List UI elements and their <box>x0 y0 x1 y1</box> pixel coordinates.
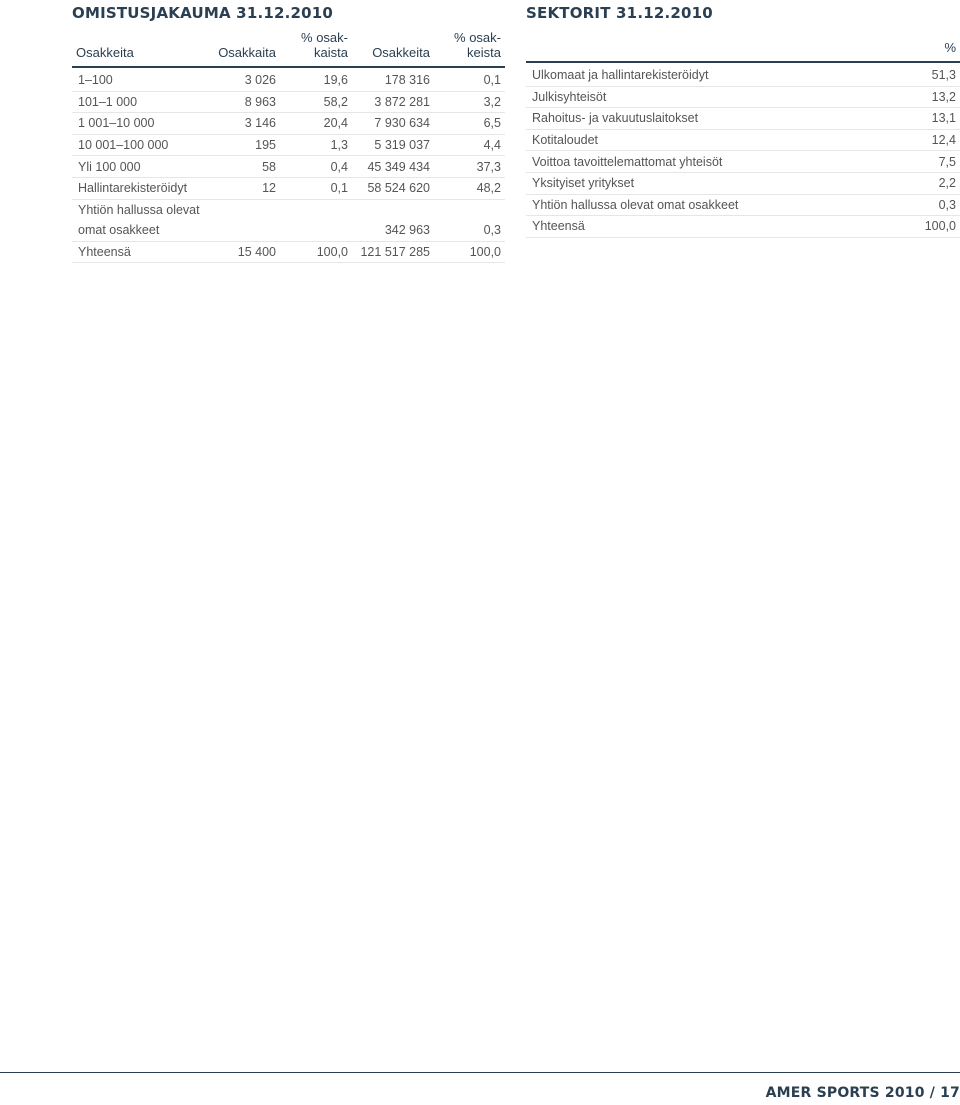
ownership-row <box>72 220 505 241</box>
cell-sector-pct: 7,5 <box>886 151 960 173</box>
sector-row <box>526 62 960 86</box>
ownership-row <box>72 241 505 263</box>
cell-sector-name: Yhtiön hallussa olevat omat osakkeet <box>526 194 886 216</box>
col-header-shares-pct-label: % osak- keista <box>454 30 501 60</box>
cell-sector-name: Rahoitus- ja vakuutuslaitokset <box>526 108 886 130</box>
ownership-row <box>72 91 505 113</box>
cell-shares-pct: 6,5 <box>434 113 505 135</box>
cell-shares-pct: 3,2 <box>434 91 505 113</box>
cell-shares: 5 319 037 <box>352 134 434 156</box>
cell-shares-pct: 0,1 <box>434 67 505 91</box>
cell-sector-pct: 13,2 <box>886 86 960 108</box>
cell-sector-pct: 12,4 <box>886 129 960 151</box>
cell-shares: 45 349 434 <box>352 156 434 178</box>
cell-shares: 178 316 <box>352 67 434 91</box>
col-header-shares-pct <box>434 30 505 67</box>
col-header-holders: Osakkaita <box>212 30 280 67</box>
cell-holders: 15 400 <box>212 241 280 263</box>
col-header-sector <box>526 30 886 62</box>
cell-range: 101–1 000 <box>72 91 212 113</box>
cell-sector-pct: 51,3 <box>886 62 960 86</box>
cell-sector-name: Yksityiset yritykset <box>526 172 886 194</box>
cell-holders-pct: 19,6 <box>280 67 352 91</box>
page-footer: AMER SPORTS 2010 / 17 <box>765 1085 960 1101</box>
cell-holders: 8 963 <box>212 91 280 113</box>
cell-shares-pct: 48,2 <box>434 177 505 199</box>
ownership-row <box>72 199 505 220</box>
sector-row <box>526 216 960 238</box>
cell-holders-pct: 0,1 <box>280 177 352 199</box>
cell-shares-pct: 37,3 <box>434 156 505 178</box>
cell-shares: 342 963 <box>352 220 434 241</box>
cell-holders: 3 026 <box>212 67 280 91</box>
cell-holders: 12 <box>212 177 280 199</box>
cell-range: 1 001–10 000 <box>72 113 212 135</box>
cell-holders-pct: 1,3 <box>280 134 352 156</box>
cell-shares: 121 517 285 <box>352 241 434 263</box>
cell-range: Yli 100 000 <box>72 156 212 178</box>
cell-shares-pct: 0,3 <box>434 220 505 241</box>
cell-sector-pct: 0,3 <box>886 194 960 216</box>
cell-sector-pct: 13,1 <box>886 108 960 130</box>
sector-row <box>526 86 960 108</box>
cell-shares: 58 524 620 <box>352 177 434 199</box>
cell-sector-name: Kotitaloudet <box>526 129 886 151</box>
cell-range: Yhteensä <box>72 241 212 263</box>
sector-row <box>526 108 960 130</box>
col-header-sector-pct: % <box>886 30 960 62</box>
cell-holders <box>212 220 280 241</box>
ownership-row <box>72 134 505 156</box>
ownership-table <box>72 30 505 263</box>
cell-holders-pct: 20,4 <box>280 113 352 135</box>
cell-shares-pct <box>434 199 505 220</box>
ownership-row <box>72 156 505 178</box>
cell-holders-pct <box>280 220 352 241</box>
cell-sector-name: Yhteensä <box>526 216 886 238</box>
col-header-holders-pct-label: % osak- kaista <box>301 30 348 60</box>
ownership-row <box>72 113 505 135</box>
cell-sector-pct: 2,2 <box>886 172 960 194</box>
cell-shares-pct: 4,4 <box>434 134 505 156</box>
cell-holders-pct: 100,0 <box>280 241 352 263</box>
sectors-header-row <box>526 30 960 62</box>
cell-holders: 3 146 <box>212 113 280 135</box>
cell-sector-pct: 100,0 <box>886 216 960 238</box>
sector-row <box>526 172 960 194</box>
footer-divider <box>0 1072 960 1073</box>
sectors-table <box>526 30 960 238</box>
cell-holders <box>212 199 280 220</box>
sector-row <box>526 129 960 151</box>
cell-sector-name: Voittoa tavoittelemattomat yhteisöt <box>526 151 886 173</box>
ownership-row <box>72 177 505 199</box>
col-header-holders-pct <box>280 30 352 67</box>
cell-holders-pct <box>280 199 352 220</box>
cell-shares: 7 930 634 <box>352 113 434 135</box>
sector-row <box>526 194 960 216</box>
col-header-shares-range: Osakkeita <box>72 30 212 67</box>
cell-holders: 195 <box>212 134 280 156</box>
ownership-title: OMISTUSJAKAUMA 31.12.2010 <box>72 4 334 22</box>
cell-range: omat osakkeet <box>72 220 212 241</box>
cell-shares-pct: 100,0 <box>434 241 505 263</box>
cell-range: Yhtiön hallussa olevat <box>78 202 200 217</box>
cell-range: Hallintarekisteröidyt <box>72 177 212 199</box>
ownership-header-row <box>72 30 505 67</box>
cell-shares: 3 872 281 <box>352 91 434 113</box>
cell-range: 1–100 <box>72 67 212 91</box>
col-header-shares: Osakkeita <box>352 30 434 67</box>
ownership-row <box>72 67 505 91</box>
cell-holders-pct: 0,4 <box>280 156 352 178</box>
cell-range: 10 001–100 000 <box>72 134 212 156</box>
cell-sector-name: Ulkomaat ja hallintarekisteröidyt <box>526 62 886 86</box>
cell-holders-pct: 58,2 <box>280 91 352 113</box>
cell-holders: 58 <box>212 156 280 178</box>
sector-row <box>526 151 960 173</box>
sectors-title: SEKTORIT 31.12.2010 <box>526 4 713 22</box>
cell-shares <box>352 199 434 220</box>
cell-sector-name: Julkisyhteisöt <box>526 86 886 108</box>
